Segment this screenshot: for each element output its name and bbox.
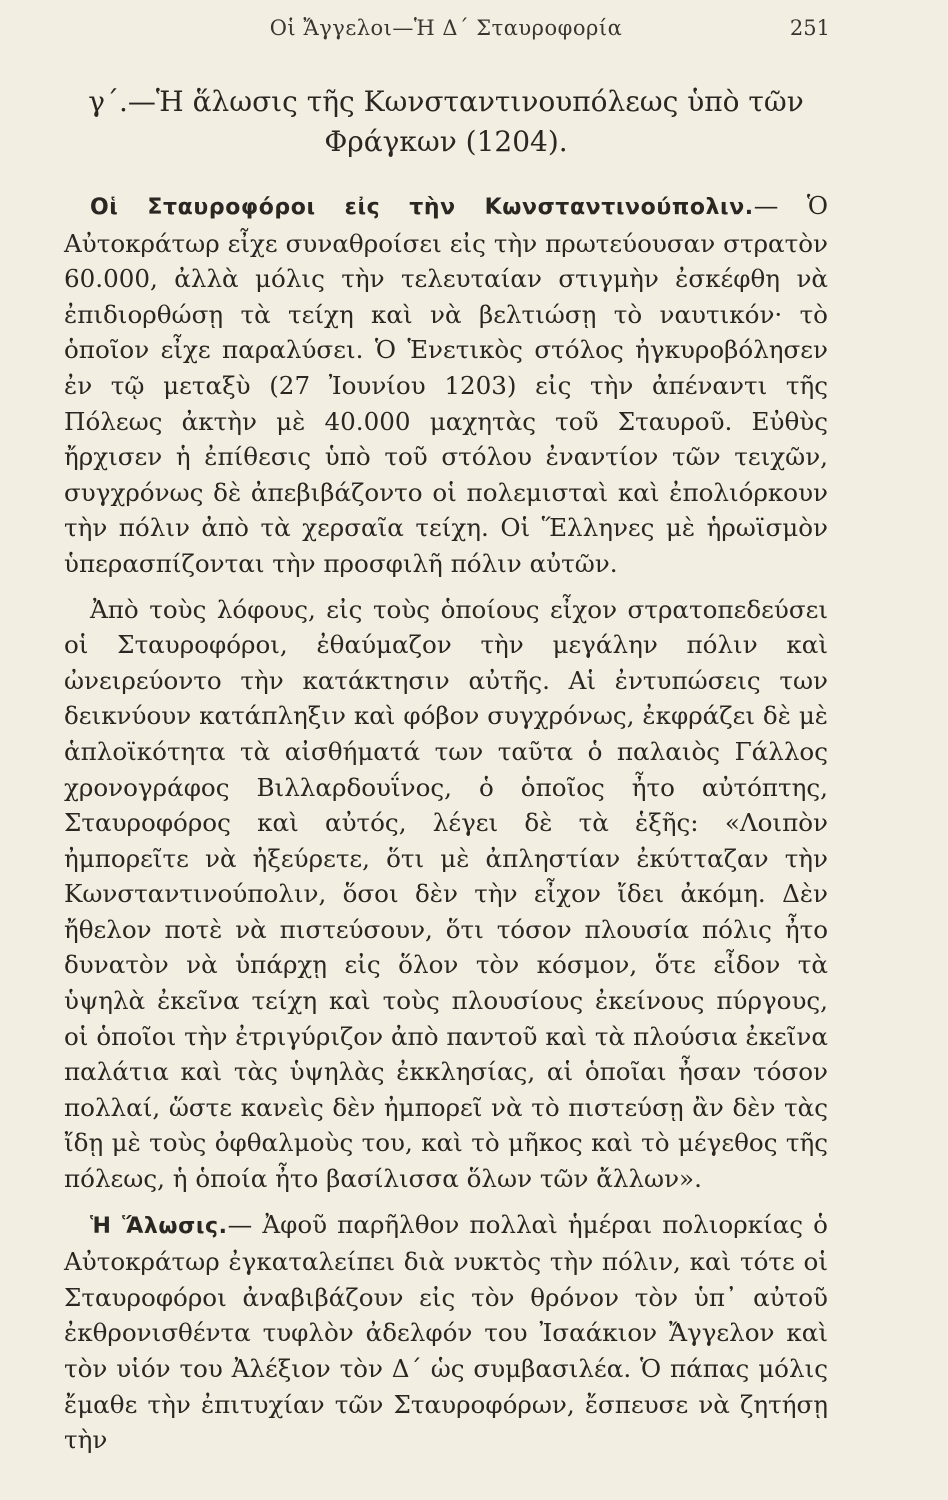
- paragraph-text: — Ἀφοῦ παρῆλθον πολλαὶ ἡμέραι πολιορκίας ὁ Αὐτοκράτωρ ἐγκαταλείπει διὰ νυκτὸς τὴν πόλιν, καὶ τότε οἱ Σταυροφόροι ἀναβιβάζουν εἰς τὸν θρόνον τὸν ὑπ᾿ αὐτοῦ ἐκθρονισθέντα τυφλὸν ἀδελφόν του Ἰσαάκιον Ἄγγελον καὶ τὸν υἱόν του Ἀλέξιον τὸν Δ΄ ὡς συμβασιλέα. Ὁ πάπας μόλις ἔμαθε τὴν ἐπιτυχίαν τῶν Σταυροφόρων, ἔσπευσε νὰ ζητήσῃ τὴν: [64, 1209, 828, 1455]
- run-in-heading: Οἱ Σταυροφόροι εἰς τὴν Κωνσταντινούπολιν.: [90, 195, 754, 220]
- section-heading-line-2: Φράγκων (1204).: [324, 125, 568, 158]
- page-number: 251: [789, 16, 830, 40]
- paragraph-text: Ἀπὸ τοὺς λόφους, εἰς τοὺς ὁποίους εἶχον στρατοπεδεύσει οἱ Σταυροφόροι, ἐθαύμαζον τὴν μεγάλην πόλιν καὶ ὠνειρεύοντο τὴν κατάκτησιν αὐτῆς. Αἱ ἐντυπώσεις των δεικνύουν κατάπληξιν καὶ φόβον συγχρόνως, ἐκφράζει δὲ μὲ ἁπλοϊκότητα τὰ αἰσθήματά των ταῦτα ὁ παλαιὸς Γάλλος χρονογράφος Βιλλαρδουΐνος, ὁ ὁποῖος ἦτο αὐτόπτης, Σταυροφόρος καὶ αὐτός, λέγει δὲ τὰ ἑξῆς: «Λοιπὸν ἠμπορεῖτε νὰ ἠξεύρετε, ὅτι μὲ ἀπληστίαν ἐκύτταζαν τὴν Κωνσταντινούπολιν, ὅσοι δὲν τὴν εἶχον ἴδει ἀκόμη. Δὲν ἤθελον ποτὲ νὰ πιστεύσουν, ὅτι τόσον πλουσία πόλις ἦτο δυνατὸν νὰ ὑπάρχῃ εἰς ὅλον τὸν κόσμον, ὅτε εἶδον τὰ ὑψηλὰ ἐκεῖνα τείχη καὶ τοὺς πλουσίους ἐκείνους πύργους, οἱ ὁποῖοι τὴν ἐτριγύριζον ἀπὸ παντοῦ καὶ τὰ πλούσια ἐκεῖνα παλάτια καὶ τὰς ὑψηλὰς ἐκκλησίας, αἱ ὁποῖαι ἦσαν τόσον πολλαί, ὥστε κανεὶς δὲν ἠμπορεῖ νὰ τὸ πιστεύσῃ ἂν δὲν τὰς ἴδῃ μὲ τοὺς ὀφθαλμοὺς του, καὶ τὸ μῆκος καὶ τὸ μέγεθος τῆς πόλεως, ἡ ὁποία ἦτο βασίλισσα ὅλων τῶν ἄλλων».: [64, 594, 828, 1194]
- section-heading-line-1: γ΄.—Ἡ ἅλωσις τῆς Κωνσταντινουπόλεως ὑπὸ τῶν: [88, 85, 804, 118]
- paragraph-capture: [64, 1207, 828, 1458]
- section-heading: [64, 82, 828, 162]
- paragraph-crusaders: [64, 188, 828, 582]
- running-title: Οἱ Ἄγγελοι—Ἡ Δ΄ Σταυροφορία: [269, 16, 623, 40]
- paragraph-villehardouin: [64, 592, 828, 1197]
- body-text: [64, 188, 828, 1458]
- run-in-heading: Ἡ Ἅλωσις.: [90, 1213, 228, 1239]
- running-head: [64, 0, 828, 62]
- paragraph-text: — Ὁ Αὐτοκράτωρ εἶχε συναθροίσει εἰς τὴν πρωτεύουσαν στρατὸν 60.000, ἀλλὰ μόλις τὴν τελευταίαν στιγμὴν ἐσκέφθη νὰ ἐπιδιορθώσῃ τὰ τείχη καὶ νὰ βελτιώσῃ τὸ ναυτικόν· τὸ ὁποῖον εἶχε παραλύσει. Ὁ Ἑνετικὸς στόλος ἠγκυροβόλησεν ἐν τῷ μεταξὺ (27 Ἰουνίου 1203) εἰς τὴν ἀπέναντι τῆς Πόλεως ἀκτὴν μὲ 40.000 μαχητὰς τοῦ Σταυροῦ. Εὐθὺς ἤρχισεν ἡ ἐπίθεσις ὑπὸ τοῦ στόλου ἐναντίον τῶν τειχῶν, συγχρόνως δὲ ἀπεβιβάζοντο οἱ πολεμισταὶ καὶ ἐπολιόρκουν τὴν πόλιν ἀπὸ τὰ χερσαῖα τείχη. Οἱ Ἕλληνες μὲ ἡρωϊσμὸν ὑπερασπίζονται τὴν προσφιλῆ πόλιν αὐτῶν.: [64, 191, 829, 578]
